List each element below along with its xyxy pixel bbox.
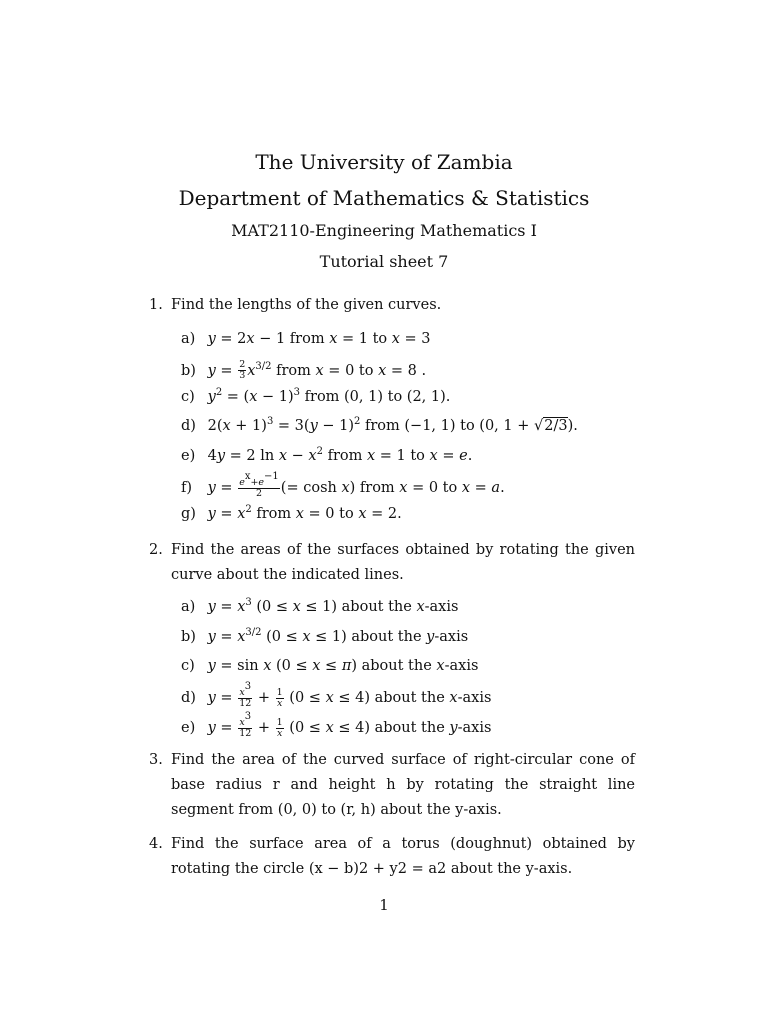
item-expression: y = $\frac{2}{3}$ $x^{3/2}$ from x = 0 to x = 8 .: [207, 359, 427, 381]
item-label: b): [181, 629, 196, 645]
question-1: [149, 293, 635, 318]
question-number: 3.: [149, 752, 163, 768]
q2-item-d: [181, 681, 492, 709]
item-expression: 4y = 2 $\ln x - x^2$ from x = 1 to x = e.: [207, 446, 473, 464]
q1-item-c: [181, 389, 450, 405]
university-title: The University of Zambia: [255, 150, 513, 174]
item-label: d): [181, 418, 196, 434]
item-label: c): [181, 658, 195, 674]
item-expression: $2(x + 1)^3 = 3(y - 1)^2$ from (−1, 1) to (0, 1 + √2/3).: [207, 416, 578, 434]
department-title: Department of Mathematics & Statistics: [178, 186, 590, 210]
question-text: Find the surface area of a torus (doughnut) obtained by rotating the circle (x − b)2 + y2 = a2 about the y-axis.: [171, 836, 635, 877]
item-label: g): [181, 506, 196, 522]
question-3: [149, 748, 635, 823]
q1-item-e: [181, 448, 472, 464]
item-expression: y = $\frac{e^x+e^{-1}}{2}$ (= cosh x) from x = 0 to x = a.: [207, 471, 505, 499]
item-expression: y = 2x − 1 from x = 1 to x = 3: [207, 331, 431, 347]
item-label: d): [181, 690, 196, 706]
q2-item-e: [181, 711, 492, 739]
question-4: [149, 832, 635, 882]
item-label: c): [181, 389, 195, 405]
sheet-title: Tutorial sheet 7: [319, 252, 449, 271]
item-expression: $y = x^3$ (0 ≤ x ≤ 1) about the x-axis: [207, 597, 459, 615]
item-label: e): [181, 448, 196, 464]
question-text: Find the area of the curved surface of right-circular cone of base radius r and height h by rotating the straight line segment from (0, 0) to (r, h) about the y-axis.: [171, 752, 635, 818]
page-number: 1: [379, 896, 389, 914]
q1-item-b: [181, 360, 426, 381]
item-label: a): [181, 599, 196, 615]
item-expression: y = sin x (0 ≤ x ≤ π) about the x-axis: [207, 658, 479, 674]
q2-item-c: [181, 658, 478, 674]
question-2: [149, 538, 635, 588]
item-expression: $y^2 = (x - 1)^3$ from (0, 1) to (2, 1).: [207, 387, 451, 405]
item-expression: $y = x^2$ from x = 0 to x = 2.: [207, 504, 402, 522]
question-text: Find the areas of the surfaces obtained by rotating the given curve about the indicated lines.: [171, 542, 635, 583]
item-label: f): [181, 480, 193, 496]
question-number: 4.: [149, 836, 163, 852]
item-label: a): [181, 331, 196, 347]
item-label: e): [181, 720, 196, 736]
q2-item-b: [181, 629, 468, 645]
q2-item-a: [181, 599, 458, 615]
q1-item-d: [181, 418, 578, 434]
item-expression: $y = x^{3/2}$ (0 ≤ x ≤ 1) about the y-axis: [207, 627, 469, 645]
item-expression: y = $\frac{x^3}{12}$ + $\frac{1}{x}$ (0 ≤ x ≤ 4) about the y-axis: [207, 711, 492, 739]
q1-item-g: [181, 506, 402, 522]
item-expression: y = $\frac{x^3}{12}$ + $\frac{1}{x}$ (0 ≤ x ≤ 4) about the x-axis: [207, 681, 492, 709]
question-number: 2.: [149, 542, 163, 558]
item-label: b): [181, 362, 196, 379]
course-title: MAT2110-Engineering Mathematics I: [231, 221, 537, 240]
question-text: Find the lengths of the given curves.: [171, 297, 442, 313]
q1-item-a: [181, 331, 431, 347]
q1-item-f: [181, 471, 505, 499]
question-number: 1.: [149, 297, 163, 313]
